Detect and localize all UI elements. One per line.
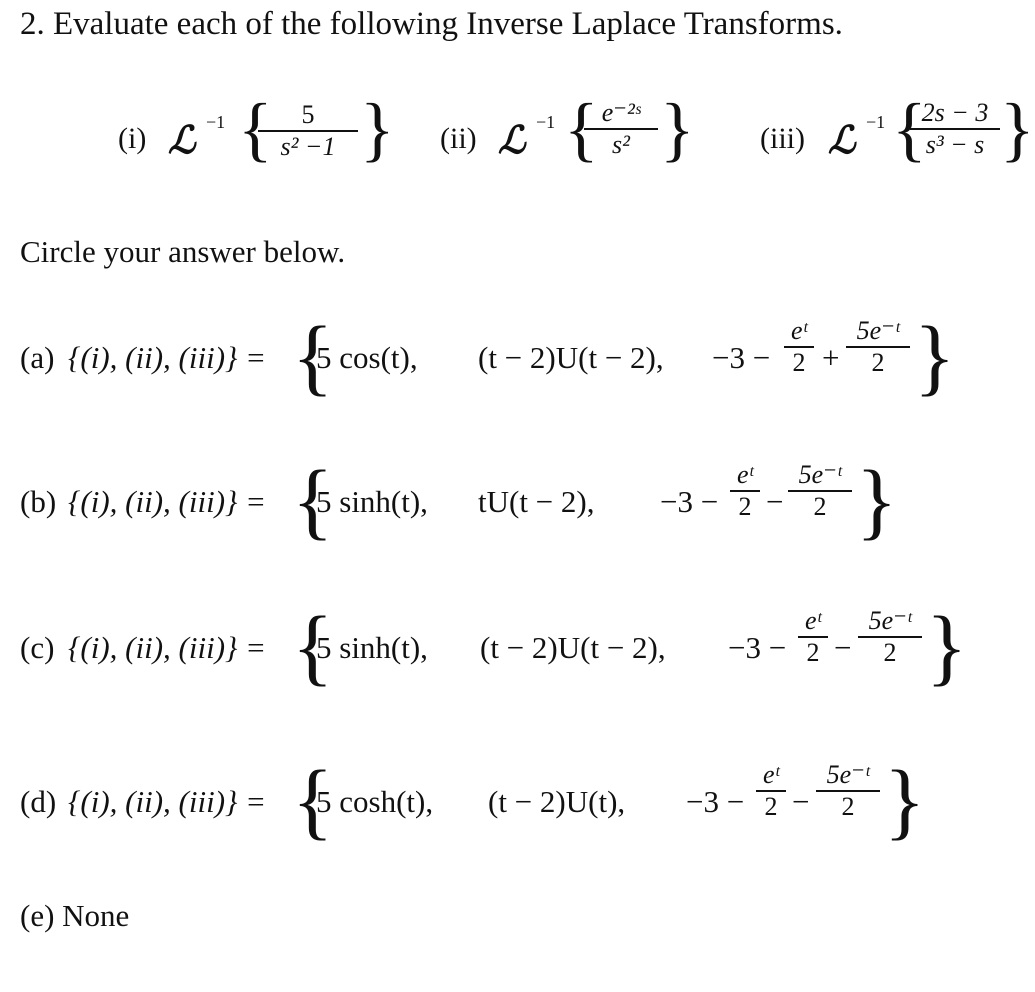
choice-first: 5 sinh(t), — [316, 484, 428, 519]
choice-operator: + — [822, 340, 840, 375]
right-brace: } — [856, 452, 898, 548]
choice-set: {(i), (ii), (iii)} = — [68, 340, 267, 375]
frac-numerator: eᵗ — [791, 316, 807, 345]
choice-operator: − — [834, 630, 852, 665]
fraction-2 — [846, 316, 910, 378]
choice-operator: − — [766, 484, 784, 519]
left-brace: { — [292, 752, 334, 848]
inverse-exponent: −1 — [536, 112, 556, 132]
left-brace: { — [292, 308, 334, 404]
fraction-2 — [858, 606, 922, 668]
choice-operator: − — [792, 784, 810, 819]
choice-third-prefix: −3 − — [686, 784, 745, 819]
frac-denominator: 2 — [792, 348, 806, 377]
choice-third-prefix: −3 − — [728, 630, 787, 665]
choice-second: (t − 2)U(t − 2), — [480, 630, 666, 665]
frac-denominator: 2 — [841, 792, 855, 821]
denominator: s³ − s — [925, 130, 985, 159]
denominator: s² −1 — [280, 132, 336, 161]
transform-label: (i) — [118, 122, 147, 155]
transform-label: (iii) — [760, 122, 805, 155]
choice-label: (b) — [20, 484, 57, 519]
left-brace: { — [892, 89, 927, 169]
frac-denominator: 2 — [813, 492, 827, 521]
left-brace: { — [292, 452, 334, 548]
transform-fraction — [584, 98, 658, 160]
inverse-exponent: −1 — [866, 112, 886, 132]
transform-label: (ii) — [440, 122, 477, 155]
laplace-symbol: ℒ — [168, 120, 196, 162]
frac-denominator: 2 — [883, 638, 897, 667]
frac-numerator: eᵗ — [737, 460, 753, 489]
frac-denominator: 2 — [806, 638, 820, 667]
right-brace: } — [926, 598, 968, 694]
choice-third-prefix: −3 − — [660, 484, 719, 519]
problem-heading: 2. Evaluate each of the following Inverse Laplace Transforms. — [20, 6, 843, 42]
right-brace: } — [914, 308, 956, 404]
right-brace: } — [660, 89, 695, 169]
choice-second: tU(t − 2), — [478, 484, 595, 519]
choice-label: (a) — [20, 340, 55, 375]
fraction-1 — [756, 760, 786, 822]
transform-fraction — [258, 100, 358, 162]
numerator: 5 — [301, 100, 315, 129]
choice-e[interactable]: (e) None — [20, 898, 130, 933]
right-brace: } — [360, 89, 395, 169]
choice-first: 5 sinh(t), — [316, 630, 428, 665]
left-brace: { — [564, 89, 599, 169]
choice-set: {(i), (ii), (iii)} = — [68, 484, 267, 519]
choice-first: 5 cosh(t), — [316, 784, 434, 819]
choice-first: 5 cos(t), — [316, 340, 418, 375]
fraction-1 — [784, 316, 814, 378]
frac-denominator: 2 — [738, 492, 752, 521]
frac-numerator: 5e⁻ᵗ — [826, 760, 870, 789]
inverse-exponent: −1 — [206, 112, 226, 132]
frac-numerator: eᵗ — [763, 760, 779, 789]
frac-denominator: 2 — [764, 792, 778, 821]
right-brace: } — [1000, 89, 1035, 169]
fraction-1 — [730, 460, 760, 522]
fraction-2 — [816, 760, 880, 822]
fraction-1 — [798, 606, 828, 668]
choice-label: (d) — [20, 784, 57, 819]
choice-second: (t − 2)U(t − 2), — [478, 340, 664, 375]
choice-set: {(i), (ii), (iii)} = — [68, 784, 267, 819]
frac-denominator: 2 — [871, 348, 885, 377]
choice-third-prefix: −3 − — [712, 340, 771, 375]
numerator: e⁻²ˢ — [601, 98, 641, 127]
frac-numerator: 5e⁻ᵗ — [868, 606, 912, 635]
laplace-symbol: ℒ — [498, 120, 526, 162]
denominator: s² — [612, 130, 630, 159]
numerator: 2s − 3 — [921, 98, 989, 127]
fraction-2 — [788, 460, 852, 522]
choice-second: (t − 2)U(t), — [488, 784, 626, 819]
frac-numerator: 5e⁻ᵗ — [798, 460, 842, 489]
frac-numerator: eᵗ — [805, 606, 821, 635]
left-brace: { — [238, 89, 273, 169]
transform-fraction — [910, 98, 1000, 160]
instruction-text: Circle your answer below. — [20, 234, 346, 269]
choice-set: {(i), (ii), (iii)} = — [68, 630, 267, 665]
frac-numerator: 5e⁻ᵗ — [856, 316, 900, 345]
laplace-symbol: ℒ — [828, 120, 856, 162]
right-brace: } — [884, 752, 926, 848]
left-brace: { — [292, 598, 334, 694]
choice-label: (c) — [20, 630, 55, 665]
